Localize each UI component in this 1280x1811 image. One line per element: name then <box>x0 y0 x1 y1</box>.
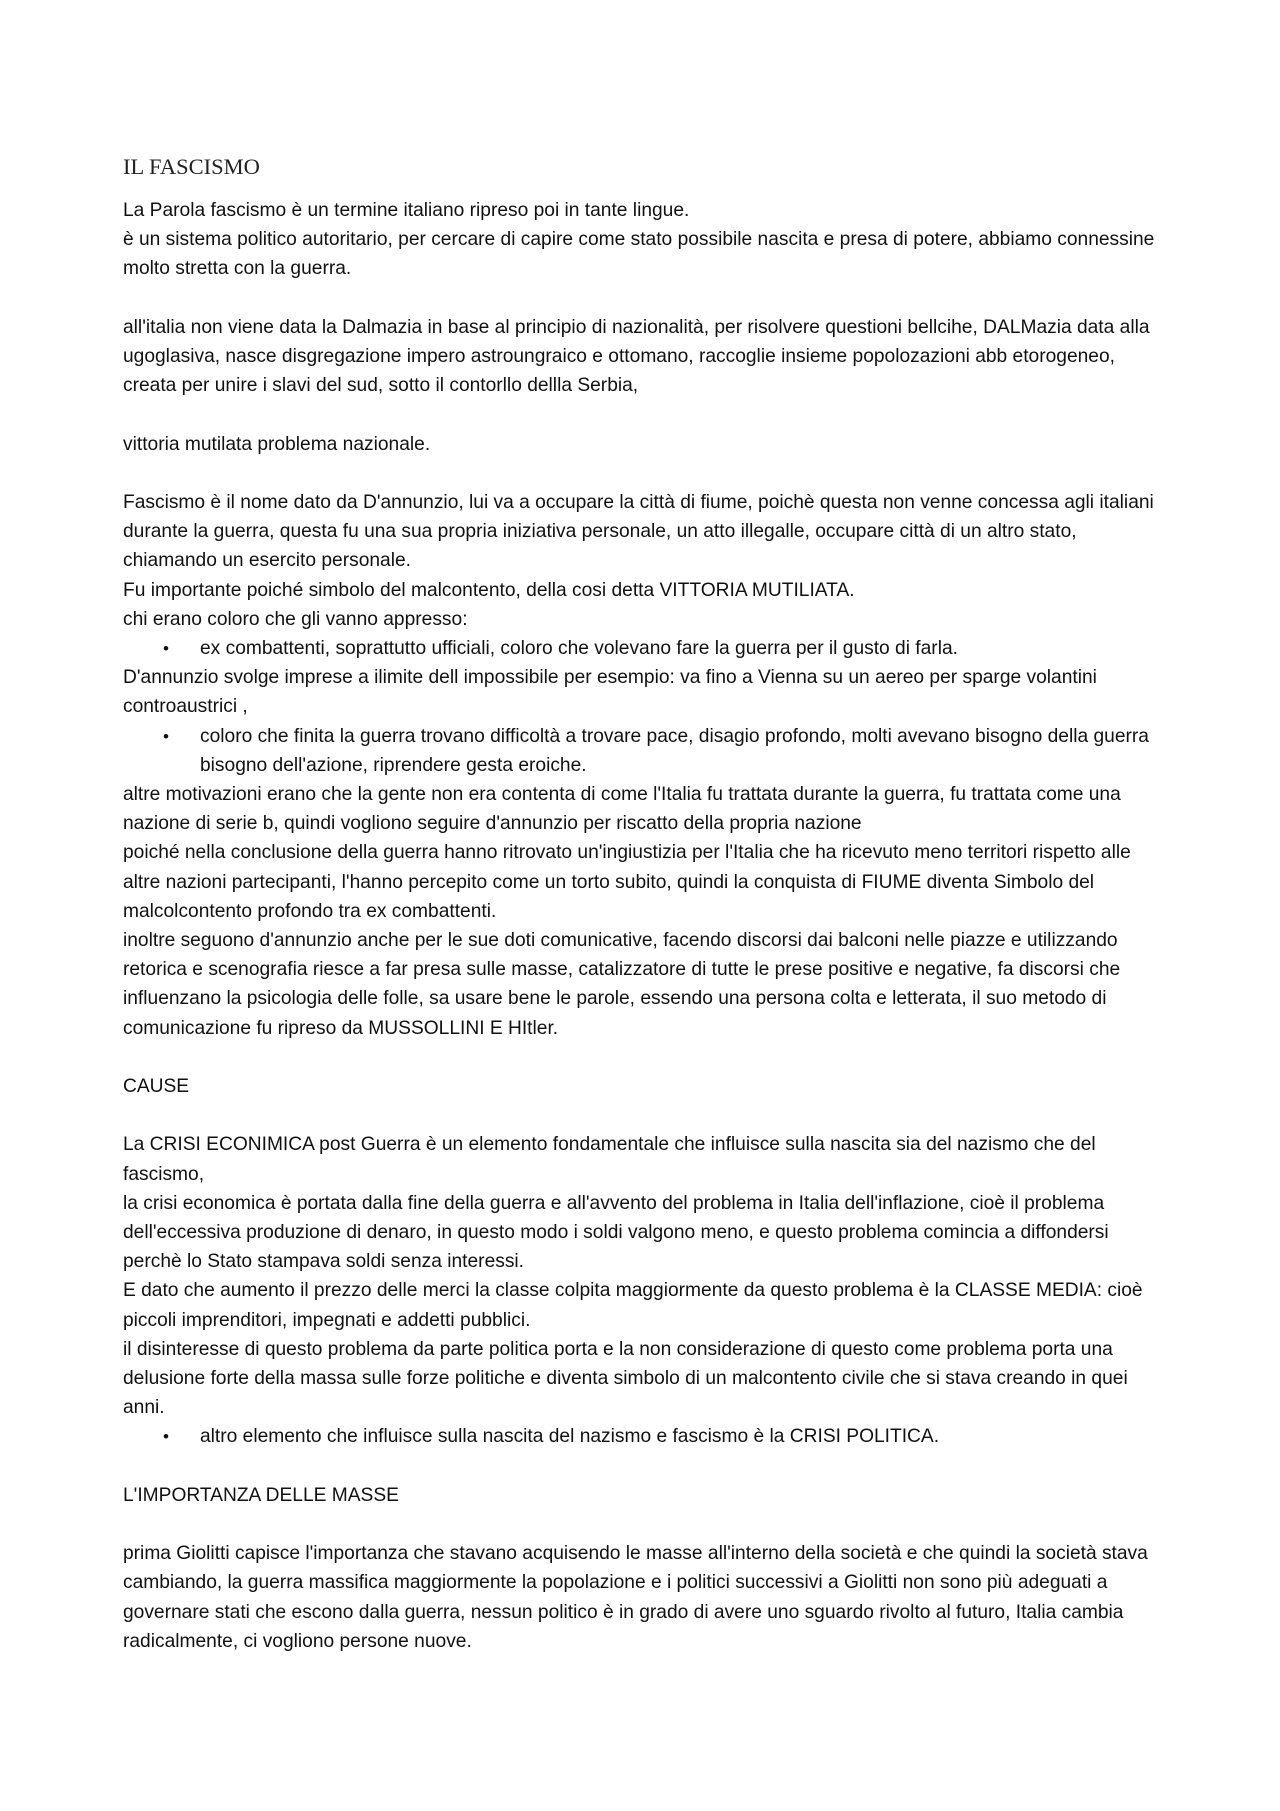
masse-paragraph: prima Giolitti capisce l'importanza che stavano acquisendo le masse all'interno della società e che quindi la società stava cambiando, la guerra massifica maggiormente la popolazione e i politici successivi a Giolitti non sono più adeguati a governare stati che escono dalla guerra, nessun politico è in grado di avere uno sguardo rivolto al futuro, Italia cambia radicalmente, ci vogliono persone nuove. <box>123 1543 1148 1652</box>
bullet-item-disagio <box>123 722 1168 780</box>
intro-line-1: La Parola fascismo è un termine italiano ripreso poi in tante lingue. <box>123 200 690 221</box>
document-body <box>123 150 1168 1656</box>
bullet-icon: • <box>163 1427 169 1447</box>
fiume-paragraph: Fascismo è il nome dato da D'annunzio, lui va a occupare la città di fiume, poichè questa non venne concessa agli italiani durante la guerra, questa fu una sua propria iniziativa personale, un atto illegalle, occupare città di un altro stato, chiamando un esercito personale. <box>123 491 1154 572</box>
motivazioni-paragraph-3: inoltre seguono d'annunzio anche per le sue doti comunicative, facendo discorsi dai balconi nelle piazze e utilizzando retorica e scenografia riesce a far presa sulle masse, catalizzatore di tutte le prese positive e negative, fa discorsi che influenzano la psicologia delle folle, sa usare bene le parole, essendo una persona colta e letterata, il suo metodo di comunicazione fu ripreso da MUSSOLLINI E HItler. <box>123 930 1121 1039</box>
bullet-icon: • <box>163 726 169 746</box>
dannunzio-note: D'annunzio svolge imprese a ilimite dell impossibile per esempio: va fino a Vienna su un aereo per sparge volantini controaustrici , <box>123 667 1097 718</box>
bullet-item-ex-combattenti <box>123 634 1168 663</box>
spacer <box>123 284 1168 313</box>
spacer <box>123 400 1168 429</box>
masse-heading: L'IMPORTANZA DELLE MASSE <box>123 1484 399 1506</box>
bullet-text: altro elemento che influisce sulla nascita del nazismo e fascismo è la CRISI POLITICA. <box>200 1426 940 1448</box>
intro-line-2: è un sistema politico autoritario, per cercare di capire come stato possibile nascita e presa di potere, abbiamo connessine molto stretta con la guerra. <box>123 229 1155 280</box>
spacer <box>123 1043 1168 1072</box>
spacer <box>123 1510 1168 1539</box>
bullet-text: coloro che finita la guerra trovano difficoltà a trovare pace, disagio profondo, molti avevano bisogno della guerra bisogno dell'azione, riprendere gesta eroiche. <box>200 725 1149 776</box>
cause-heading: CAUSE <box>123 1076 190 1098</box>
cause-paragraph-1: La CRISI ECONIMICA post Guerra è un elemento fondamentale che influisce sulla nascita sia del nazismo che del fascismo, <box>123 1134 1096 1185</box>
cause-paragraph-3: E dato che aumento il prezzo delle merci la classe colpita maggiormente da questo problema è la CLASSE MEDIA: cioè piccoli imprenditori, impegnati e addetti pubblici. <box>123 1280 1143 1331</box>
bullet-text: ex combattenti, soprattutto ufficiali, coloro che volevano fare la guerra per il gusto di farla. <box>200 638 958 659</box>
cause-paragraph-2: la crisi economica è portata dalla fine della guerra e all'avvento del problema in Italia dell'inflazione, cioè il problema dell'eccessiva produzione di denaro, in questo modo i soldi valgono meno, e questo problema comincia a diffondersi perchè lo Stato stampava soldi senza interessi. <box>123 1192 1109 1273</box>
malcontento-line: Fu importante poiché simbolo del malcontento, della cosi detta VITTORIA MUTILIATA. <box>123 579 855 601</box>
vittoria-paragraph: vittoria mutilata problema nazionale. <box>123 433 431 455</box>
dalmazia-paragraph: all'italia non viene data la Dalmazia in base al principio di nazionalità, per risolvere questioni bellcihe, DALMazia data alla ugoglasiva, nasce disgregazione impero astroungraico e ottomano, raccoglie insieme popolozazioni abb etorogeneo, creata per unire i slavi del sud, sotto il contorllo dellla Serbia, <box>123 316 1150 397</box>
followers-line: chi erano coloro che gli vanno appresso: <box>123 608 468 630</box>
spacer <box>123 1101 1168 1130</box>
bullet-item-crisi-politica <box>123 1422 1168 1451</box>
bullet-icon: • <box>163 639 169 658</box>
document-title: IL FASCISMO <box>123 154 260 179</box>
motivazioni-paragraph-1: altre motivazioni erano che la gente non era contenta di come l'Italia fu trattata durante la guerra, fu trattata come una nazione di serie b, quindi vogliono seguire d'annunzio per riscatto della propria nazione <box>123 784 1121 835</box>
motivazioni-paragraph-2: poiché nella conclusione della guerra hanno ritrovato un'ingiustizia per l'Italia che ha ricevuto meno territori rispetto alle altre nazioni partecipanti, l'hanno percepito come un torto subito, quindi la conquista di FIUME diventa Simbolo del malcolcontento profondo tra ex combattenti. <box>123 842 1131 922</box>
spacer <box>123 1452 1168 1481</box>
cause-paragraph-4: il disinteresse di questo problema da parte politica porta e la non considerazione di questo come problema porta una delusione forte della massa sulle forze politiche e diventa simbolo di un malcontento civile che si stava creando in quei anni. <box>123 1338 1128 1419</box>
spacer <box>123 459 1168 488</box>
